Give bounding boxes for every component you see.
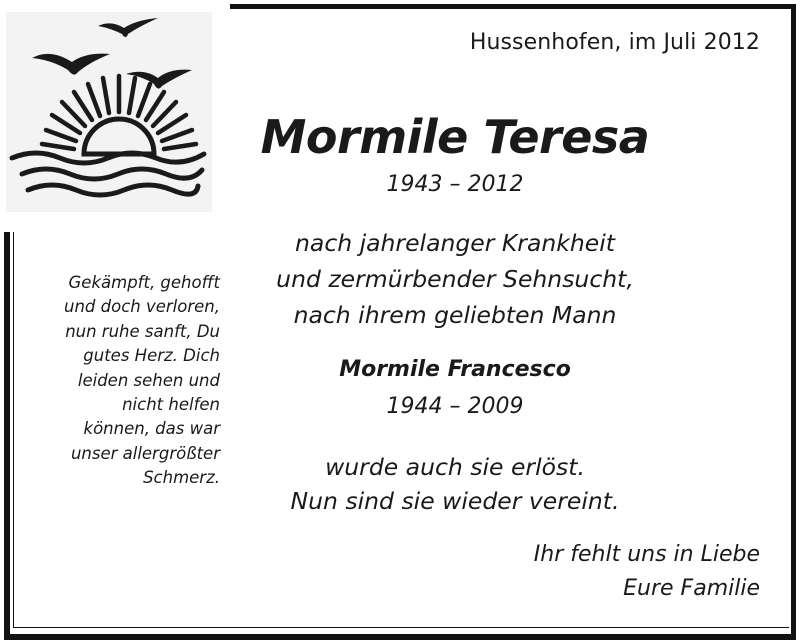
spouse-years: 1944 – 2009	[386, 394, 524, 419]
spouse-name: Mormile Francesco	[339, 357, 571, 382]
memorial-quote	[30, 271, 220, 491]
sunset-birds-icon	[6, 12, 212, 212]
place-date: Hussenhofen, im Juli 2012	[469, 30, 760, 55]
deceased-name: Mormile Teresa	[260, 110, 650, 164]
signature-family: Eure Familie	[623, 576, 760, 601]
frame-border-right	[791, 4, 796, 640]
quote-line: und doch verloren,	[64, 297, 220, 317]
quote-line: gutes Herz. Dich	[83, 346, 220, 366]
quote-line: leiden sehen und	[77, 370, 220, 390]
closing-line: wurde auch sie erlöst.	[325, 453, 585, 481]
quote-line: nicht helfen	[122, 395, 220, 415]
quote-line: Gekämpft, gehofft	[68, 273, 220, 292]
text-line: und zermürbender Sehnsucht,	[276, 265, 634, 293]
closing-line: Nun sind sie wieder vereint.	[290, 487, 620, 515]
frame-border-top	[230, 4, 796, 9]
frame-border-bottom	[4, 634, 796, 640]
signature-line: Ihr fehlt uns in Liebe	[533, 542, 760, 567]
quote-line: unser allergrößter	[70, 443, 220, 463]
frame-inner-line-bottom	[13, 627, 789, 628]
frame-border-left	[4, 232, 10, 640]
text-line: nach jahrelanger Krankheit	[295, 229, 615, 257]
quote-line: nun ruhe sanft, Du	[65, 321, 220, 341]
text-line: nach ihrem geliebten Mann	[293, 301, 617, 329]
deceased-years: 1943 – 2012	[386, 172, 524, 197]
frame-inner-line-left	[13, 232, 14, 628]
quote-line: Schmerz.	[143, 468, 220, 488]
quote-line: können, das war	[83, 419, 220, 439]
